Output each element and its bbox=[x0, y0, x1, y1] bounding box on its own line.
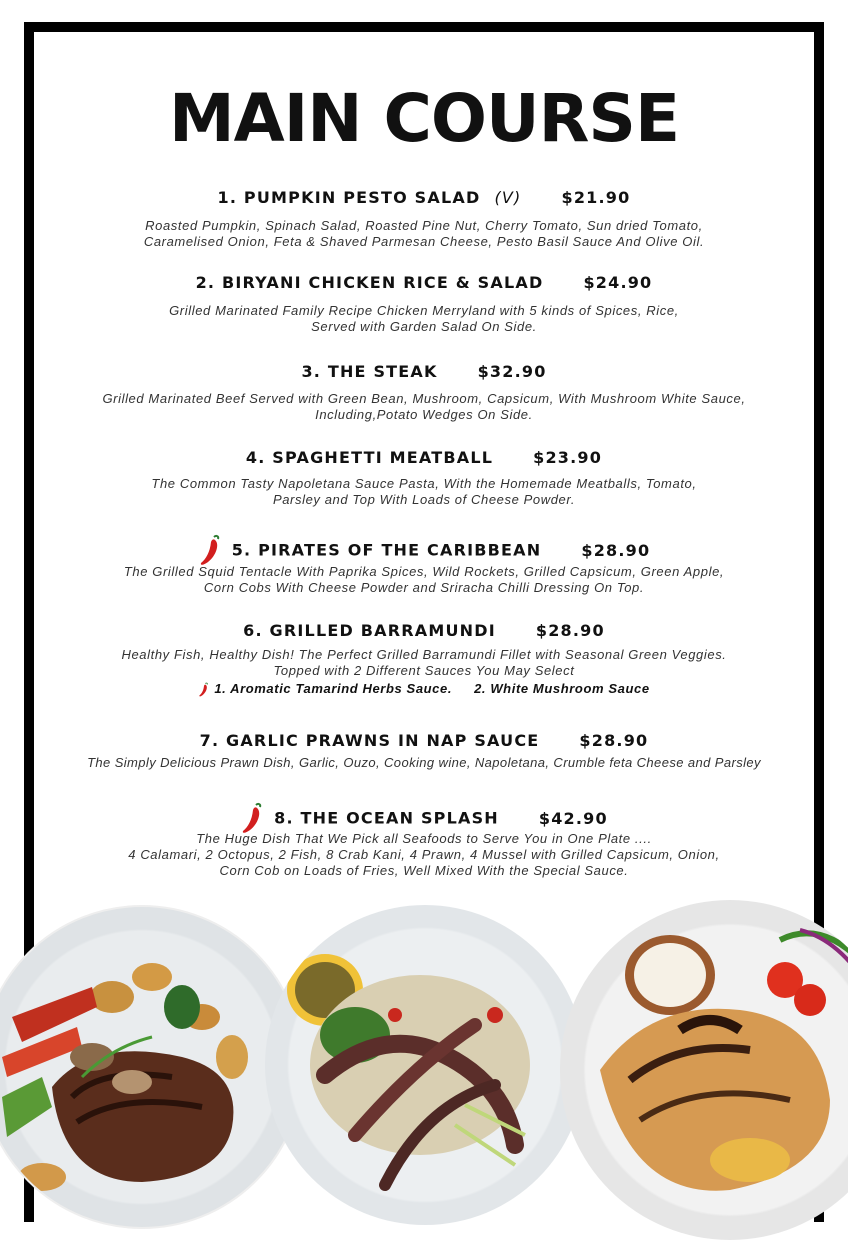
menu-item-2-description bbox=[40, 303, 808, 335]
item-price: $24.90 bbox=[583, 273, 653, 292]
menu-item-1-description bbox=[40, 218, 808, 250]
menu-item-6-header bbox=[0, 621, 848, 640]
item-price: $28.90 bbox=[535, 621, 605, 640]
desc-line: The Grilled Squid Tentacle With Paprika Spices, Wild Rockets, Grilled Capsicum, Green Apple, bbox=[123, 564, 725, 579]
vegetarian-tag: (V) bbox=[494, 188, 522, 207]
chili-icon bbox=[198, 682, 210, 698]
menu-item-3-header bbox=[0, 362, 848, 381]
page-title: MAIN COURSE bbox=[168, 80, 680, 157]
desc-line: 4 Calamari, 2 Octopus, 2 Fish, 8 Crab Kani, 4 Prawn, 4 Mussel with Grilled Capsicum, Onion, bbox=[128, 847, 720, 862]
sauce-option-1: 1. Aromatic Tamarind Herbs Sauce. bbox=[214, 681, 453, 696]
item-name: 5. PIRATES OF THE CARIBBEAN bbox=[231, 540, 542, 560]
desc-line: Corn Cobs With Cheese Powder and Sriracha Chilli Dressing On Top. bbox=[203, 580, 645, 595]
item-name: 4. SPAGHETTI MEATBALL bbox=[245, 448, 494, 467]
item-name: 8. THE OCEAN SPLASH bbox=[274, 808, 499, 828]
desc-line: Roasted Pumpkin, Spinach Salad, Roasted Pine Nut, Cherry Tomato, Sun dried Tomato, bbox=[145, 218, 703, 233]
sauce-options bbox=[0, 681, 848, 698]
desc-line: Grilled Marinated Family Recipe Chicken Merryland with 5 kinds of Spices, Rice, bbox=[169, 303, 679, 318]
menu-item-2-header bbox=[0, 273, 848, 292]
desc-line: The Huge Dish That We Pick all Seafoods to Serve You in One Plate .... bbox=[196, 831, 652, 846]
octopus-dish-photo bbox=[265, 905, 585, 1225]
desc-line: Caramelised Onion, Feta & Shaved Parmesan Cheese, Pesto Basil Sauce And Olive Oil. bbox=[143, 234, 705, 249]
menu-item-4-description bbox=[40, 476, 808, 508]
menu-item-6-description bbox=[40, 647, 808, 679]
item-name: 6. GRILLED BARRAMUNDI bbox=[243, 621, 496, 640]
desc-line: Parsley and Top With Loads of Cheese Powder. bbox=[272, 492, 576, 507]
menu-item-1-header bbox=[0, 188, 848, 207]
menu-item-3-description bbox=[40, 391, 808, 423]
chili-icon bbox=[198, 534, 224, 568]
desc-line: Corn Cob on Loads of Fries, Well Mixed With the Special Sauce. bbox=[219, 863, 629, 878]
desc-line: Grilled Marinated Beef Served with Green Bean, Mushroom, Capsicum, With Mushroom White Sauce, bbox=[102, 391, 746, 406]
item-name: 2. BIRYANI CHICKEN RICE & SALAD bbox=[195, 273, 544, 292]
menu-item-8-description bbox=[40, 831, 808, 879]
item-price: $21.90 bbox=[561, 188, 631, 207]
desc-line: Including,Potato Wedges On Side. bbox=[315, 407, 533, 422]
desc-line: Healthy Fish, Healthy Dish! The Perfect Grilled Barramundi Fillet with Seasonal Green Veggies. bbox=[121, 647, 727, 662]
desc-line: Topped with 2 Different Sauces You May Select bbox=[273, 663, 575, 678]
desc-line: The Simply Delicious Prawn Dish, Garlic, Ouzo, Cooking wine, Napoletana, Crumble feta Cheese and Parsley bbox=[87, 755, 761, 770]
menu-item-4-header bbox=[0, 448, 848, 467]
item-name: 7. GARLIC PRAWNS IN NAP SAUCE bbox=[199, 731, 540, 750]
menu-item-5-description bbox=[40, 564, 808, 596]
item-name: 3. THE STEAK bbox=[301, 362, 438, 381]
menu-item-7-header bbox=[0, 731, 848, 750]
desc-line: Served with Garden Salad On Side. bbox=[311, 319, 537, 334]
sauce-option-2: 2. White Mushroom Sauce bbox=[474, 681, 650, 696]
menu-item-7-description bbox=[30, 755, 818, 771]
item-price: $28.90 bbox=[579, 731, 649, 750]
item-price: $32.90 bbox=[477, 362, 547, 381]
item-price: $23.90 bbox=[533, 448, 603, 467]
item-price: $42.90 bbox=[538, 808, 608, 828]
menu-item-5-header bbox=[0, 534, 848, 568]
item-price: $28.90 bbox=[581, 540, 651, 560]
desc-line: The Common Tasty Napoletana Sauce Pasta, With the Homemade Meatballs, Tomato, bbox=[151, 476, 697, 491]
item-name: 1. PUMPKIN PESTO SALAD bbox=[217, 188, 481, 207]
